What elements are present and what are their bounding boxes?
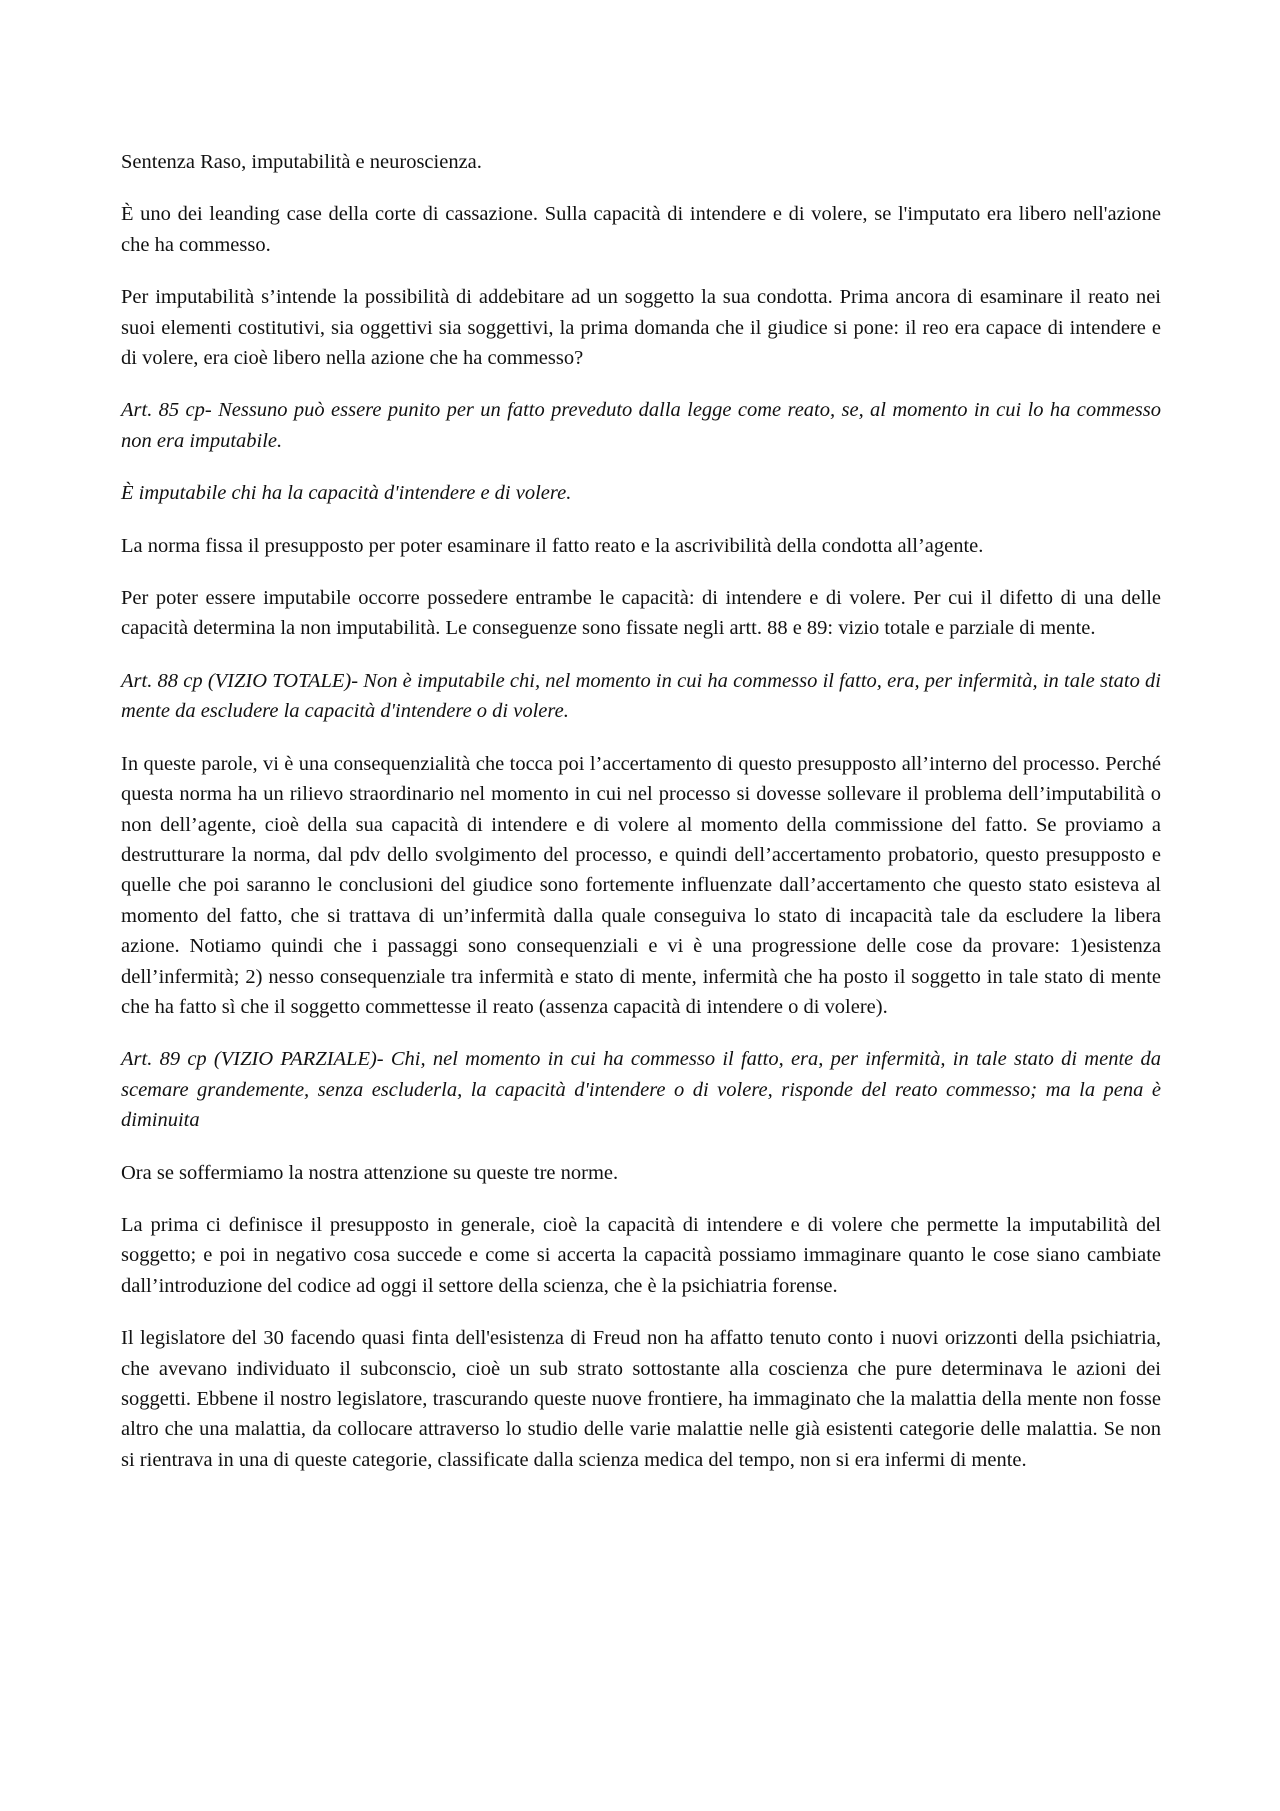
paragraph-entrambe-capacita: Per poter essere imputabile occorre possedere entrambe le capacità: di intendere e di volere. Per cui il difetto di una delle capacità determina la non imputabilità. Le conseguenze sono fissate negli artt. 88 e 89: vizio totale e parziale di mente. — [121, 587, 1161, 640]
quote-art-85: Art. 85 cp- Nessuno può essere punito per un fatto preveduto dalla legge come reato, se, al momento in cui lo ha commesso non era imputabile. — [121, 399, 1161, 452]
paragraph-consequenzialita: In queste parole, vi è una consequenzialità che tocca poi l’accertamento di questo presupposto all’interno del processo. Perché questa norma ha un rilievo straordinario nel momento in cui nel processo si dovesse sollevare il problema dell’imputabilità o non dell’agente, cioè della sua capacità di intendere e di volere al momento della commissione del fatto. Se proviamo a destrutturare la norma, dal pdv dello svolgimento del processo, e quindi dell’accertamento probatorio, questo presupposto e quelle che poi saranno le conclusioni del giudice sono fortemente influenzate dall’accertamento che questo stato esisteva al momento del fatto, che si trattava di un’infermità dalla quale conseguiva lo stato di incapacità tale da escludere la libera azione. Notiamo quindi che i passaggi sono consequenziali e vi è una progressione delle cose da provare: 1)esistenza dell’infermità; 2) nesso consequenziale tra infermità e stato di mente, infermità che ha posto il soggetto in tale stato di mente che ha fatto sì che il soggetto commettesse il reato (assenza capacità di intendere o di volere). — [121, 752, 1161, 1018]
quote-art-85-comma-2: È imputabile chi ha la capacità d'intendere e di volere. — [121, 482, 572, 505]
paragraph-definizione-imputabilita: Per imputabilità s’intende la possibilità di addebitare ad un soggetto la sua condotta. Prima ancora di esaminare il reato nei suoi elementi costitutivi, sia oggettivi sia soggettivi, la prima domanda che il giudice si pone: il reo era capace di intendere e di volere, era cioè libero nella azione che ha commesso? — [121, 286, 1161, 370]
paragraph-tre-norme: Ora se soffermiamo la nostra attenzione su queste tre norme. — [121, 1161, 619, 1184]
document-title: Sentenza Raso, imputabilità e neuroscienza. — [121, 151, 482, 173]
paragraph-legislatore: Il legislatore del 30 facendo quasi finta dell'esistenza di Freud non ha affatto tenuto conto i nuovi orizzonti della psichiatria, che avevano individuato il subconscio, cioè un sub strato sottostante alla coscienza che pure determinava le azioni dei soggetti. Ebbene il nostro legislatore, trascurando queste nuove frontiere, ha immaginato che la malattia della mente non fosse altro che una malattia, da collocare attraverso lo studio delle varie malattie nelle già esistenti categorie delle malattia. Se non si rientrava in una di queste categorie, classificate dalla scienza medica del tempo, non si era infermi di mente. — [121, 1327, 1161, 1471]
paragraph-presupposto: La norma fissa il presupposto per poter esaminare il fatto reato e la ascrivibilità della condotta all’agente. — [121, 534, 984, 557]
paragraph-prima-norma: La prima ci definisce il presupposto in generale, cioè la capacità di intendere e di volere che permette la imputabilità del soggetto; e poi in negativo cosa succede e come si accerta la capacità possiamo immaginare quanto le cose siano cambiate dall’introduzione del codice ad oggi il settore della scienza, che è la psichiatria forense. — [121, 1213, 1161, 1297]
quote-art-88: Art. 88 cp (VIZIO TOTALE)- Non è imputabile chi, nel momento in cui ha commesso il fatto, era, per infermità, in tale stato di mente da escludere la capacità d'intendere o di volere. — [121, 669, 1161, 723]
quote-art-89: Art. 89 cp (VIZIO PARZIALE)- Chi, nel momento in cui ha commesso il fatto, era, per infermità, in tale stato di mente da scemare grandemente, senza escluderla, la capacità d'intendere o di volere, risponde del reato commesso; ma la pena è diminuita — [121, 1048, 1161, 1132]
paragraph-leading-case: È uno dei leanding case della corte di cassazione. Sulla capacità di intendere e di volere, se l'imputato era libero nell'azione che ha commesso. — [121, 203, 1161, 256]
document-page — [121, 147, 1161, 1497]
